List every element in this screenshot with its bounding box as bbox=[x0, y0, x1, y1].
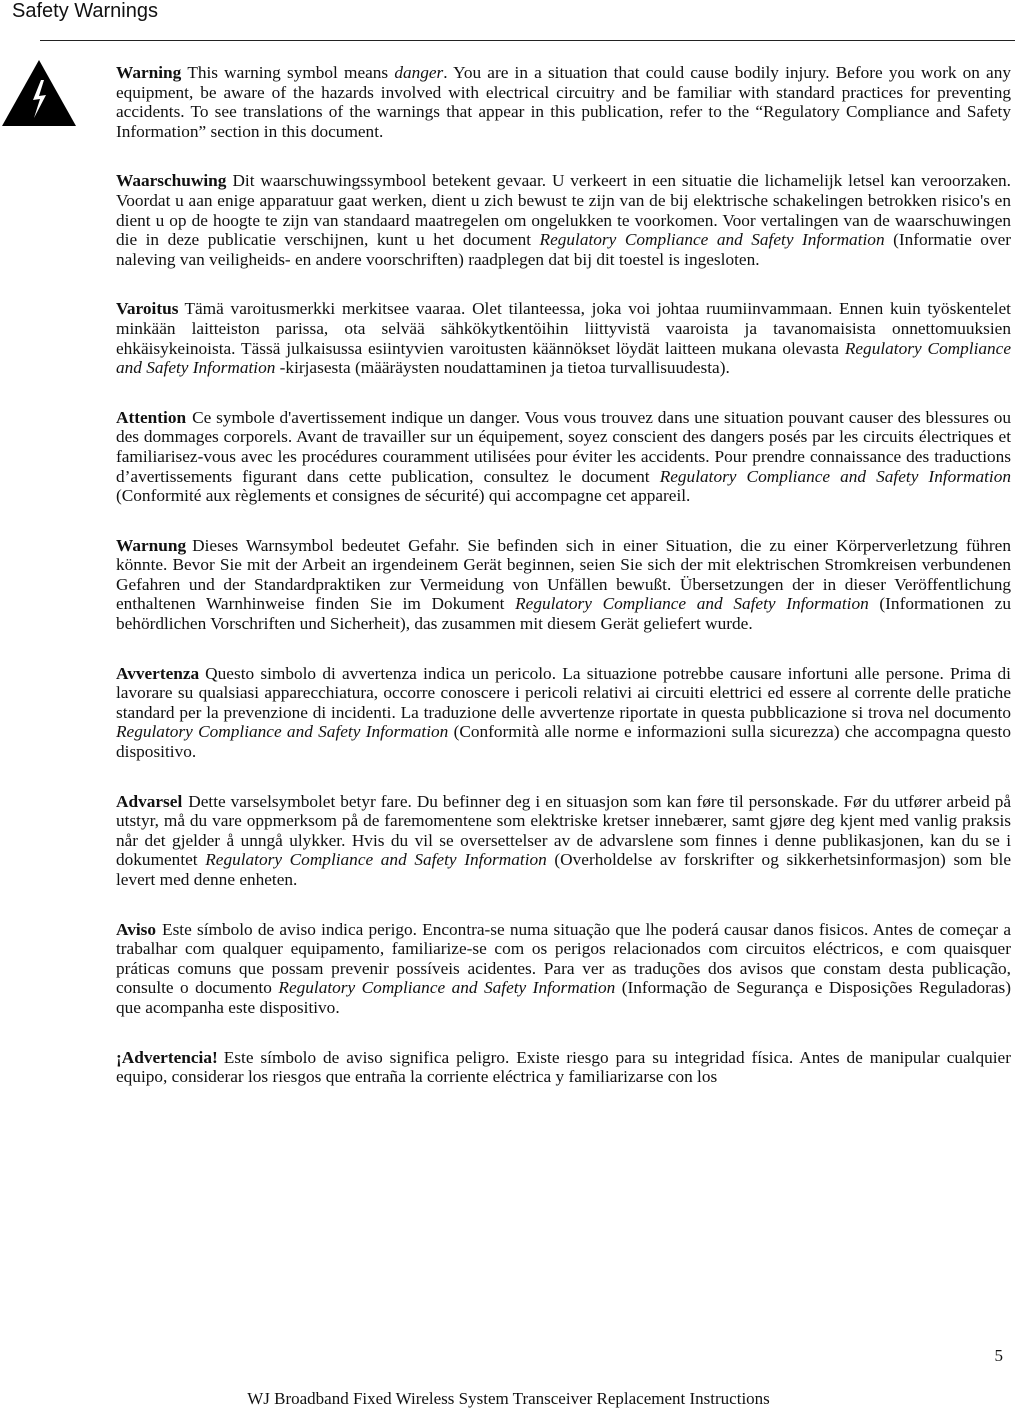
warning-paragraph-it bbox=[116, 664, 1011, 762]
document-title-italic: Regulatory Compliance and Safety Information bbox=[659, 466, 1012, 486]
warning-text-rest: . You are in a situation that could cause bodily injury. Before you work on any equipment, be aware of the hazards involved with electrical circuitry and be familiar with standard practices for preventing accidents. To see translations of the warnings that appear in this publication, refer to the “Regulatory Compliance and Safety Information” section in this document. bbox=[116, 63, 1011, 141]
warning-text-rest: (Conformità alle norme e informazioni sulla sicurezza) che accompagna questo dispositivo. bbox=[116, 722, 1011, 762]
document-title-italic: Regulatory Compliance and Safety Information bbox=[278, 978, 616, 998]
warning-text: This warning symbol means bbox=[187, 63, 395, 82]
warning-paragraph-nl bbox=[116, 171, 1011, 269]
warning-text-rest: (Overholdelse av forskrifter og sikkerhetsinformasjon) som ble levert med denne enheten. bbox=[116, 850, 1011, 889]
warning-text-rest: (Informationen zu behördlichen Vorschriften und Sicherheit), das zusammen mit diesem Gerät geliefert wurde. bbox=[116, 594, 1011, 634]
warning-label: Waarschuwing bbox=[116, 171, 227, 191]
warning-label: Attention bbox=[116, 407, 187, 427]
warning-paragraph-fr bbox=[116, 408, 1011, 506]
warning-label: ¡Advertencia! bbox=[116, 1047, 218, 1067]
warning-text: Dieses Warnsymbol bedeutet Gefahr. Sie befinden sich in einer Situation, die zu einer Körperverletzung führen könnte. Bevor Sie mit der Arbeit an irgendeinem Gerät beginnen, seien Sie sich der mit elektrischen Stromkreisen verbundenen Gefahren und der Standardpraktiken zur Vermeidung von Unfällen bewußt. Übersetzungen der in dieser Veröffentlichung enthaltenen Warnhinweise finden Sie im Dokument bbox=[116, 535, 1011, 614]
warning-label: Warning bbox=[116, 63, 182, 82]
warning-text-rest: (Informatie over naleving van veiligheids- en andere voorschriften) raadplegen dat bij dit toestel is ingesloten. bbox=[116, 230, 1012, 269]
warning-text: Ce symbole d'avertissement indique un danger. Vous vous trouvez dans une situation pouvant causer des blessures ou des dommages corporels. Avant de travailler sur un équipement, soyez conscient des dangers posés par les circuits électriques et familiarisez-vous avec les procédures couramment utilisées pour éviter les accidents. Pour prendre connaissance des traductions d’avertissements figurant dans cette publication, consultez le document bbox=[116, 407, 1011, 486]
warning-italic: danger bbox=[394, 63, 444, 82]
warning-label: Avvertenza bbox=[116, 663, 200, 683]
warning-text: Este símbolo de aviso indica perigo. Encontra-se numa situação que lhe poderá causar danos fisicos. Antes de começar a trabalhar com qualquer equipamento, familiarize-se com os perigos relacionados com circuitos eléctricos, e com quaisquer práticas comuns que possam prevenir possíveis acidentes. Para ver as traduções dos avisos que constam desta publicação, consulte o documento bbox=[116, 919, 1011, 998]
warning-text-rest: -kirjasesta (määräysten noudattaminen ja tietoa turvallisuudesta). bbox=[275, 358, 730, 378]
document-title-italic: Regulatory Compliance and Safety Information bbox=[539, 230, 885, 250]
warning-paragraph-de bbox=[116, 536, 1011, 634]
warning-paragraph-pt bbox=[116, 920, 1011, 1018]
warning-label: Aviso bbox=[116, 919, 157, 939]
warning-text-rest: (Conformité aux règlements et consignes de sécurité) qui accompagne cet appareil. bbox=[116, 486, 691, 506]
document-title-italic: Regulatory Compliance and Safety Information bbox=[116, 338, 1011, 378]
footer-title: WJ Broadband Fixed Wireless System Transceiver Replacement Instructions bbox=[247, 1389, 770, 1408]
warning-text: Dette varselsymbolet betyr fare. Du befinner deg i en situasjon som kan føre til personskade. Før du utfører arbeid på utstyr, må du vare oppmerksom på de faremomentene som elektriske kretser innebærer, samt gjøre deg kjent med vanlig praksis når det gjelder å unngå ulykker. Hvis du vil se oversettelser av de advarslene som finnes i denne publikasjonen, kan du se i dokumentet bbox=[116, 791, 1011, 870]
warning-text: Dit waarschuwingssymbool betekent gevaar. U verkeert in een situatie die lichamelijk letsel kan veroorzaken. Voordat u aan enige apparatuur gaat werken, dient u zich bewust te zijn van de bij elektrische schakelingen betrokken risico's en dient u op de hoogte te zijn van standaard maatregelen om ongelukken te voorkomen. Voor vertalingen van de waarschuwingen die in deze publicatie verschijnen, kunt u het document bbox=[116, 171, 1011, 250]
document-title-italic: Regulatory Compliance and Safety Information bbox=[205, 850, 547, 870]
warning-paragraph-no bbox=[116, 792, 1011, 890]
document-title-italic: Regulatory Compliance and Safety Information bbox=[116, 722, 449, 742]
warning-text: Tämä varoitusmerkki merkitsee vaaraa. Olet tilanteessa, joka voi johtaa ruumiinvammaan. Ennen kuin työskentelet minkään laitteiston parissa, ota selvää sähkökytkentöihin liittyvistä vaaroista ja tavanomaisista onnettomuuksien ehkäisykeinoista. Tässä julkaisussa esiintyvien varoitusten käännökset löydät laitteen mukana olevasta bbox=[116, 299, 1011, 358]
page-header-title: Safety Warnings bbox=[12, 0, 158, 22]
warning-paragraph-en bbox=[116, 63, 1011, 141]
warning-paragraph-es bbox=[116, 1048, 1011, 1087]
warning-label: Warnung bbox=[116, 535, 187, 555]
warning-text: Questo simbolo di avvertenza indica un pericolo. La situazione potrebbe causare infortuni alle persone. Prima di lavorare su qualsiasi apparecchiatura, occorre conoscere i pericoli relativi ai circuiti elettrici ed essere al corrente delle pratiche standard per la prevenzione di incidenti. La traduzione delle avvertenze riportate in questa pubblicazione si trova nel documento bbox=[116, 663, 1011, 722]
warnings-body bbox=[116, 63, 1011, 1087]
warning-paragraph-fi bbox=[116, 299, 1011, 377]
document-title-italic: Regulatory Compliance and Safety Information bbox=[515, 594, 869, 614]
warning-triangle-lightning-icon bbox=[0, 58, 78, 128]
warning-text: Este símbolo de aviso significa peligro. Existe riesgo para su integridad física. Antes de manipular cualquier equipo, considerar los riesgos que entraña la corriente eléctrica y familiarizarse con los bbox=[116, 1047, 1011, 1087]
page-number: 5 bbox=[994, 1346, 1003, 1365]
header-rule bbox=[40, 40, 1015, 41]
warning-label: Advarsel bbox=[116, 791, 183, 811]
warning-text-rest: (Informação de Segurança e Disposições Reguladoras) que acompanha este dispositivo. bbox=[116, 978, 1012, 1017]
warning-label: Varoitus bbox=[116, 299, 179, 319]
